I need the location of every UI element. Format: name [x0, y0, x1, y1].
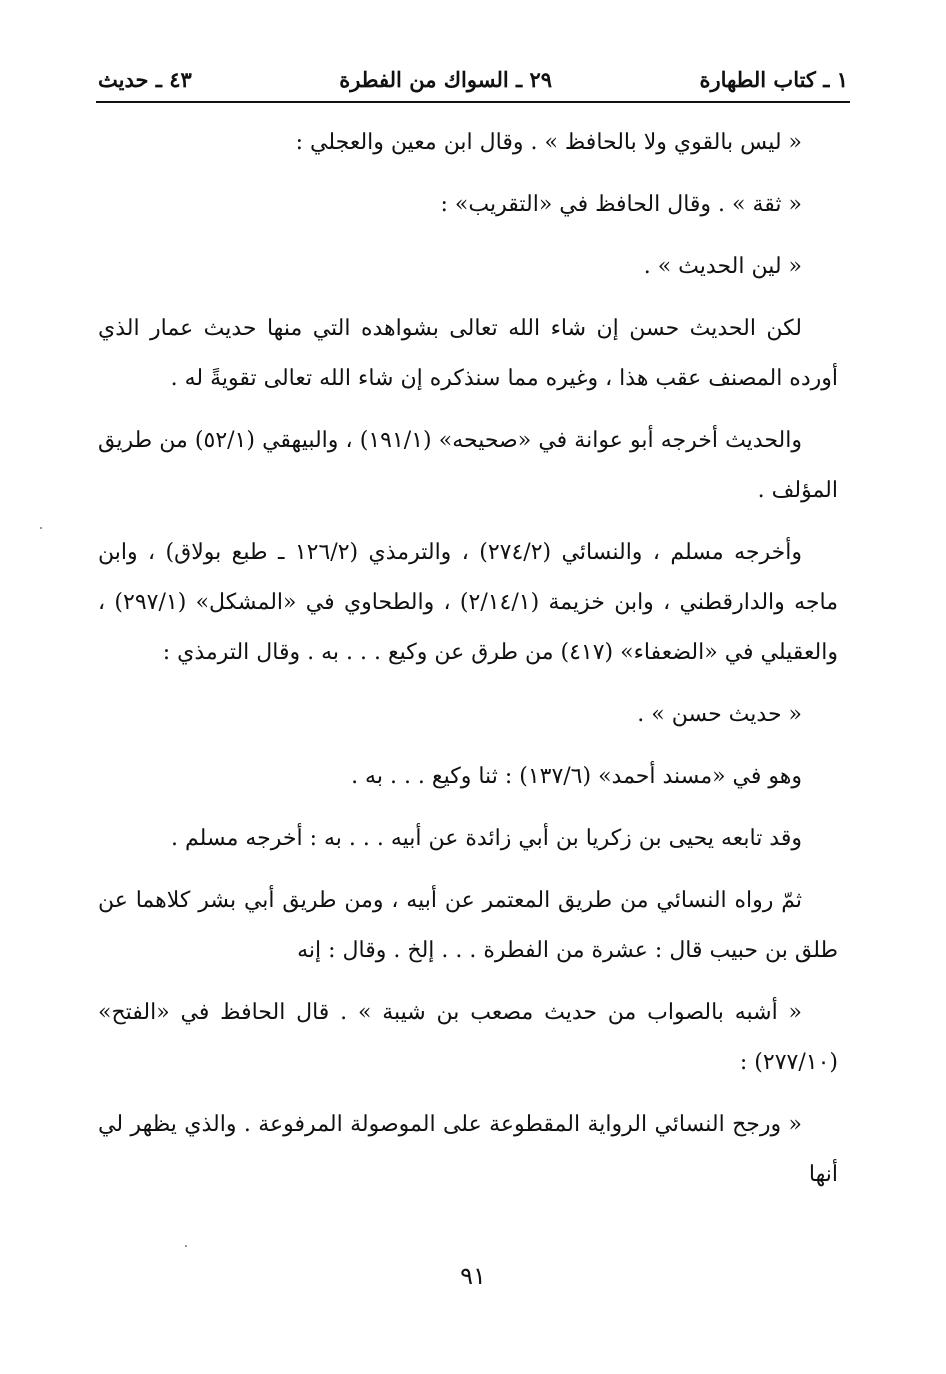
header-rule — [96, 101, 850, 103]
header-hadith-number: ٤٣ ـ حديث — [98, 66, 192, 92]
scan-speck — [185, 1245, 187, 1247]
paragraph: « ثقة » . وقال الحافظ في «التقريب» : — [440, 192, 802, 217]
header-chapter-title: ٢٩ ـ السواك من الفطرة — [339, 66, 553, 92]
page-body — [98, 118, 838, 1212]
paragraph: والحديث أخرجه أبو عوانة في «صحيحه» (١٩١/١) ، والبيهقي (٥٢/١) من طريق المؤلف . — [98, 428, 838, 503]
paragraph: وقد تابعه يحيى بن زكريا بن أبي زائدة عن أبيه . . . به : أخرجه مسلم . — [171, 826, 802, 851]
paragraph: وأخرجه مسلم ، والنسائي (٢٧٤/٢) ، والترمذي (١٢٦/٢ ـ طبع بولاق) ، وابن ماجه والدارقطني ، وابن خزيمة (٢/١٤/١) ، والطحاوي في «المشكل» (٢٩٧/١) ، والعقيلي في «الضعفاء» (٤١٧) من طرق عن وكيع . . . به . وقال الترمذي : — [98, 540, 838, 665]
scan-speck — [40, 527, 42, 529]
paragraph: « ورجح النسائي الرواية المقطوعة على الموصولة المرفوعة . والذي يظهر لي أنها — [98, 1112, 838, 1187]
paragraph: « أشبه بالصواب من حديث مصعب بن شيبة » . قال الحافظ في «الفتح» (٢٧٧/١٠) : — [98, 1000, 838, 1075]
paragraph: « لين الحديث » . — [643, 254, 802, 279]
paragraph: ثمّ رواه النسائي من طريق المعتمر عن أبيه ، ومن طريق أبي بشر كلاهما عن طلق بن حبيب قال : عشرة من الفطرة . . . إلخ . وقال : إنه — [98, 888, 838, 963]
paragraph: « حديث حسن » . — [637, 702, 802, 727]
running-header — [98, 62, 848, 96]
paragraph: وهو في «مسند أحمد» (١٣٧/٦) : ثنا وكيع . . . به . — [351, 764, 802, 789]
header-book-title: ١ ـ كتاب الطهارة — [699, 66, 848, 92]
page-number: ٩١ — [460, 1262, 486, 1290]
paragraph: لكن الحديث حسن إن شاء الله تعالى بشواهده التي منها حديث عمار الذي أورده المصنف عقب هذا ، وغيره مما سنذكره إن شاء الله تعالى تقويةً له . — [98, 316, 838, 391]
paragraph: « ليس بالقوي ولا بالحافظ » . وقال ابن معين والعجلي : — [295, 130, 802, 155]
